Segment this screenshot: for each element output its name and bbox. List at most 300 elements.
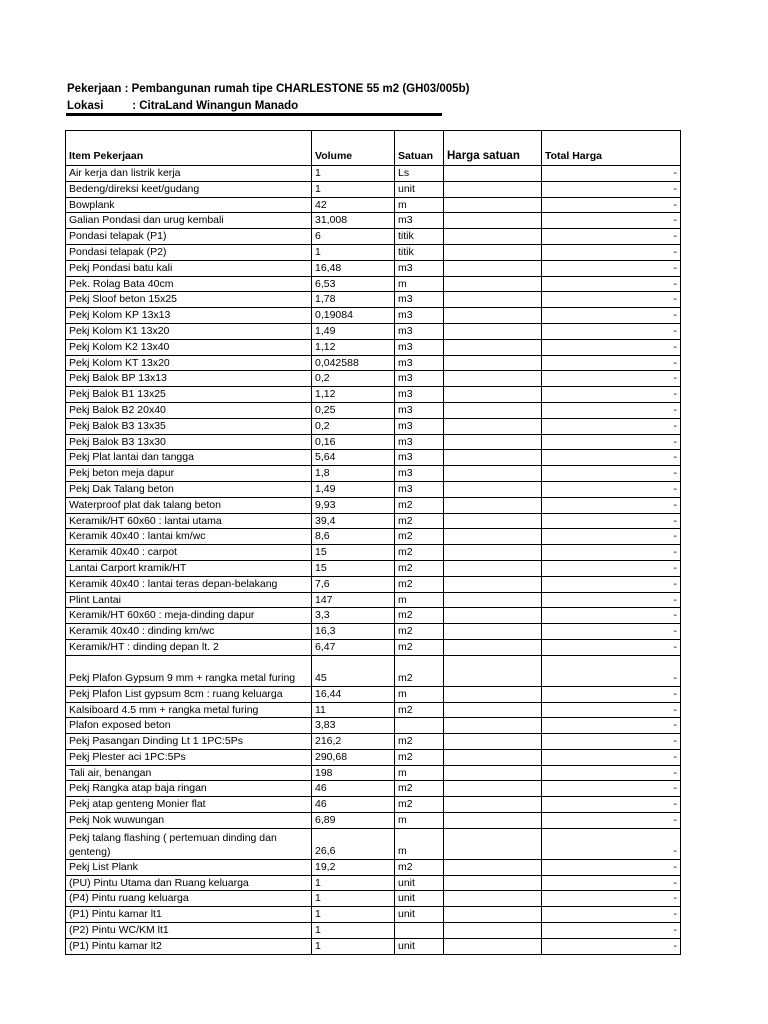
cell-item: Tali air, benangan (66, 765, 312, 781)
cell-unit-price (444, 797, 542, 813)
table-row (66, 813, 681, 829)
cell-unit: m3 (395, 466, 444, 482)
cell-volume: 3,83 (312, 718, 395, 734)
cell-unit-price (444, 702, 542, 718)
cell-unit: m2 (395, 497, 444, 513)
table-row (66, 418, 681, 434)
table-row (66, 402, 681, 418)
cell-volume: 1 (312, 181, 395, 197)
cell-total-price: - (542, 402, 681, 418)
cell-volume: 16,48 (312, 260, 395, 276)
cell-unit: m3 (395, 434, 444, 450)
cell-unit-price (444, 339, 542, 355)
cell-unit: m3 (395, 308, 444, 324)
cell-volume: 0,2 (312, 418, 395, 434)
table-row (66, 875, 681, 891)
cell-item: Pekj Sloof beton 15x25 (66, 292, 312, 308)
cell-unit-price (444, 608, 542, 624)
cell-total-price: - (542, 292, 681, 308)
cell-total-price: - (542, 166, 681, 182)
cell-item: (PU) Pintu Utama dan Ruang keluarga (66, 875, 312, 891)
cell-item: Keramik/HT 60x60 : meja-dinding dapur (66, 608, 312, 624)
cell-volume: 3,3 (312, 608, 395, 624)
cell-unit-price (444, 765, 542, 781)
cell-total-price: - (542, 718, 681, 734)
cell-unit: m3 (395, 450, 444, 466)
cell-unit: m2 (395, 513, 444, 529)
cell-total-price: - (542, 181, 681, 197)
table-row (66, 592, 681, 608)
cell-item: Pekj Balok B1 13x25 (66, 387, 312, 403)
table-row (66, 213, 681, 229)
header-underline (66, 113, 442, 116)
table-row (66, 355, 681, 371)
cell-item: Pekj Balok B2 20x40 (66, 402, 312, 418)
cell-unit-price (444, 260, 542, 276)
cell-total-price: - (542, 655, 681, 686)
cell-total-price: - (542, 323, 681, 339)
cell-unit-price (444, 734, 542, 750)
cell-unit: unit (395, 875, 444, 891)
project-separator: : (124, 83, 132, 95)
cell-unit: m (395, 813, 444, 829)
cell-unit: m (395, 276, 444, 292)
table-row (66, 371, 681, 387)
cell-unit-price (444, 655, 542, 686)
cell-volume: 42 (312, 197, 395, 213)
project-label: Pekerjaan (67, 83, 122, 95)
cell-unit: m2 (395, 560, 444, 576)
cell-item: Bowplank (66, 197, 312, 213)
cell-item: Pekj Kolom K1 13x20 (66, 323, 312, 339)
cell-unit: m3 (395, 418, 444, 434)
cell-unit: m2 (395, 702, 444, 718)
table-row (66, 797, 681, 813)
cell-unit: m2 (395, 576, 444, 592)
table-row (66, 828, 681, 859)
cell-unit-price (444, 828, 542, 859)
cell-unit-price (444, 355, 542, 371)
cell-item: Pekj talang flashing ( pertemuan dinding dan genteng) (66, 828, 312, 859)
cell-unit-price (444, 466, 542, 482)
cell-item: Keramik 40x40 : dinding km/wc (66, 624, 312, 640)
cell-unit: m2 (395, 859, 444, 875)
cell-unit: m2 (395, 639, 444, 655)
cell-volume: 147 (312, 592, 395, 608)
cell-item: Galian Pondasi dan urug kembali (66, 213, 312, 229)
cell-unit-price (444, 276, 542, 292)
cell-item: Keramik/HT 60x60 : lantai utama (66, 513, 312, 529)
cell-unit-price (444, 718, 542, 734)
table-row (66, 560, 681, 576)
table-row (66, 387, 681, 403)
cell-volume: 6,47 (312, 639, 395, 655)
cell-item: Air kerja dan listrik kerja (66, 166, 312, 182)
cell-total-price: - (542, 813, 681, 829)
cell-total-price: - (542, 923, 681, 939)
table-row (66, 891, 681, 907)
table-row (66, 655, 681, 686)
table-row (66, 323, 681, 339)
cell-volume: 5,64 (312, 450, 395, 466)
cell-volume: 1 (312, 166, 395, 182)
cell-volume: 46 (312, 797, 395, 813)
cell-volume: 46 (312, 781, 395, 797)
cell-item: Pekj List Plank (66, 859, 312, 875)
cell-volume: 0,042588 (312, 355, 395, 371)
cell-unit: m2 (395, 608, 444, 624)
table-row (66, 765, 681, 781)
table-body (66, 166, 681, 955)
table-row (66, 166, 681, 182)
cell-unit: m3 (395, 339, 444, 355)
cell-item: Plafon exposed beton (66, 718, 312, 734)
cell-volume: 16,44 (312, 686, 395, 702)
table-row (66, 244, 681, 260)
cell-unit: m (395, 592, 444, 608)
cell-total-price: - (542, 418, 681, 434)
cell-unit-price (444, 891, 542, 907)
cell-volume: 7,6 (312, 576, 395, 592)
cell-volume: 26,6 (312, 828, 395, 859)
cell-item: Pekj Kolom KT 13x20 (66, 355, 312, 371)
cell-unit-price (444, 923, 542, 939)
cell-unit: m3 (395, 213, 444, 229)
cell-total-price: - (542, 481, 681, 497)
table-header-row (66, 131, 681, 166)
cell-volume: 1,12 (312, 387, 395, 403)
col-header-unit-price: Harga satuan (444, 131, 542, 166)
cell-total-price: - (542, 907, 681, 923)
cell-item: Pekj Balok BP 13x13 (66, 371, 312, 387)
cell-unit-price (444, 576, 542, 592)
cell-total-price: - (542, 213, 681, 229)
table-row (66, 624, 681, 640)
cell-unit-price (444, 560, 542, 576)
cell-volume: 45 (312, 655, 395, 686)
location-label: Lokasi (67, 100, 104, 112)
project-line (67, 81, 487, 98)
cell-unit-price (444, 497, 542, 513)
cell-item: Pekj Balok B3 13x35 (66, 418, 312, 434)
cell-unit-price (444, 387, 542, 403)
cell-total-price: - (542, 828, 681, 859)
cell-unit-price (444, 434, 542, 450)
location-separator: : (132, 100, 140, 112)
cell-unit: unit (395, 181, 444, 197)
cell-item: Pekj beton meja dapur (66, 466, 312, 482)
cell-volume: 8,6 (312, 529, 395, 545)
cell-item: Kalsiboard 4.5 mm + rangka metal furing (66, 702, 312, 718)
table-row (66, 181, 681, 197)
table-row (66, 292, 681, 308)
cell-total-price: - (542, 529, 681, 545)
cell-unit-price (444, 402, 542, 418)
cell-unit-price (444, 592, 542, 608)
cell-unit: m3 (395, 292, 444, 308)
cell-unit: titik (395, 244, 444, 260)
cell-item: (P2) Pintu WC/KM lt1 (66, 923, 312, 939)
cell-item: Pondasi telapak (P2) (66, 244, 312, 260)
cell-item: Pekj Plester aci 1PC:5Ps (66, 749, 312, 765)
cell-unit-price (444, 639, 542, 655)
table-row (66, 781, 681, 797)
cell-unit: m2 (395, 749, 444, 765)
col-header-volume: Volume (312, 131, 395, 166)
table-row (66, 481, 681, 497)
table-row (66, 260, 681, 276)
cell-unit-price (444, 181, 542, 197)
cell-unit-price (444, 749, 542, 765)
cell-item: Pekj Balok B3 13x30 (66, 434, 312, 450)
col-header-item: Item Pekerjaan (66, 131, 312, 166)
cell-unit: unit (395, 938, 444, 954)
cell-unit-price (444, 481, 542, 497)
cell-total-price: - (542, 592, 681, 608)
table-row (66, 339, 681, 355)
cell-volume: 0,16 (312, 434, 395, 450)
cell-unit-price (444, 529, 542, 545)
cell-item: Pekj Dak Talang beton (66, 481, 312, 497)
cell-volume: 1,8 (312, 466, 395, 482)
cell-unit-price (444, 686, 542, 702)
cell-volume: 1,78 (312, 292, 395, 308)
cell-unit-price (444, 624, 542, 640)
cell-unit-price (444, 371, 542, 387)
cell-total-price: - (542, 339, 681, 355)
table-row (66, 686, 681, 702)
cell-unit-price (444, 213, 542, 229)
cell-item: Keramik 40x40 : lantai teras depan-belakang (66, 576, 312, 592)
cell-total-price: - (542, 545, 681, 561)
cell-volume: 15 (312, 560, 395, 576)
cell-unit: m2 (395, 529, 444, 545)
project-value: Pembangunan rumah tipe CHARLESTONE 55 m2 (GH03/005b) (131, 83, 470, 95)
cell-item: Pekj Plafon List gypsum 8cm : ruang keluarga (66, 686, 312, 702)
cell-unit-price (444, 229, 542, 245)
cell-unit-price (444, 197, 542, 213)
table-row (66, 308, 681, 324)
cell-total-price: - (542, 797, 681, 813)
table-row (66, 907, 681, 923)
cell-unit-price (444, 166, 542, 182)
cell-item: Pekj Kolom K2 13x40 (66, 339, 312, 355)
table-row (66, 749, 681, 765)
cell-total-price: - (542, 371, 681, 387)
cell-volume: 198 (312, 765, 395, 781)
table-row (66, 434, 681, 450)
table-row (66, 859, 681, 875)
cell-unit-price (444, 323, 542, 339)
cell-item: Keramik 40x40 : carpot (66, 545, 312, 561)
cell-item: Keramik 40x40 : lantai km/wc (66, 529, 312, 545)
cell-volume: 1 (312, 244, 395, 260)
cell-unit-price (444, 450, 542, 466)
cell-item: (P1) Pintu kamar lt2 (66, 938, 312, 954)
cell-unit: m2 (395, 624, 444, 640)
cell-total-price: - (542, 702, 681, 718)
cell-unit: m2 (395, 545, 444, 561)
cell-total-price: - (542, 639, 681, 655)
cell-unit: Ls (395, 166, 444, 182)
document-header (67, 81, 487, 115)
cell-unit: m3 (395, 323, 444, 339)
table-row (66, 513, 681, 529)
cell-total-price: - (542, 260, 681, 276)
cell-volume: 1,49 (312, 481, 395, 497)
cell-unit-price (444, 781, 542, 797)
cell-volume: 15 (312, 545, 395, 561)
col-header-total-price: Total Harga (542, 131, 681, 166)
cell-volume: 39,4 (312, 513, 395, 529)
cell-volume: 9,93 (312, 497, 395, 513)
cell-total-price: - (542, 608, 681, 624)
cell-volume: 6,53 (312, 276, 395, 292)
cell-item: Pekj atap genteng Monier flat (66, 797, 312, 813)
cell-total-price: - (542, 576, 681, 592)
cell-total-price: - (542, 875, 681, 891)
table-row (66, 229, 681, 245)
cell-unit-price (444, 308, 542, 324)
cell-volume: 0,25 (312, 402, 395, 418)
table-row (66, 276, 681, 292)
cell-total-price: - (542, 749, 681, 765)
cell-total-price: - (542, 434, 681, 450)
cell-total-price: - (542, 938, 681, 954)
cell-total-price: - (542, 276, 681, 292)
cell-total-price: - (542, 229, 681, 245)
cell-item: Bedeng/direksi keet/gudang (66, 181, 312, 197)
col-header-unit: Satuan (395, 131, 444, 166)
cell-unit: m (395, 197, 444, 213)
cell-unit: m3 (395, 371, 444, 387)
cell-item: Pekj Plat lantai dan tangga (66, 450, 312, 466)
cell-total-price: - (542, 308, 681, 324)
cell-volume: 0,2 (312, 371, 395, 387)
cell-unit-price (444, 244, 542, 260)
cell-unit: m3 (395, 260, 444, 276)
table-row (66, 639, 681, 655)
cell-unit-price (444, 545, 542, 561)
cell-unit-price (444, 907, 542, 923)
cell-total-price: - (542, 734, 681, 750)
cell-item: Pekj Pasangan Dinding Lt 1 1PC:5Ps (66, 734, 312, 750)
table-row (66, 450, 681, 466)
cell-unit (395, 718, 444, 734)
cell-total-price: - (542, 497, 681, 513)
cell-unit: titik (395, 229, 444, 245)
cell-total-price: - (542, 466, 681, 482)
cell-unit: m2 (395, 797, 444, 813)
table-row (66, 529, 681, 545)
cost-estimate-table (65, 130, 681, 955)
cell-unit-price (444, 513, 542, 529)
cell-volume: 6,89 (312, 813, 395, 829)
cell-unit: m3 (395, 387, 444, 403)
cell-total-price: - (542, 686, 681, 702)
cell-unit: m2 (395, 655, 444, 686)
cell-unit: m3 (395, 402, 444, 418)
table-row (66, 734, 681, 750)
cell-total-price: - (542, 781, 681, 797)
cell-unit: m (395, 765, 444, 781)
cell-total-price: - (542, 765, 681, 781)
cell-total-price: - (542, 513, 681, 529)
cell-volume: 16,3 (312, 624, 395, 640)
cell-unit (395, 923, 444, 939)
cell-item: Pekj Nok wuwungan (66, 813, 312, 829)
table-row (66, 545, 681, 561)
cell-volume: 1 (312, 907, 395, 923)
cell-total-price: - (542, 244, 681, 260)
table-row (66, 497, 681, 513)
table-row (66, 718, 681, 734)
cell-total-price: - (542, 624, 681, 640)
cell-unit: m (395, 686, 444, 702)
cell-volume: 290,68 (312, 749, 395, 765)
cell-unit: m3 (395, 481, 444, 497)
cell-volume: 0,19084 (312, 308, 395, 324)
cell-item: Pekj Kolom KP 13x13 (66, 308, 312, 324)
cell-item: (P4) Pintu ruang keluarga (66, 891, 312, 907)
cell-total-price: - (542, 387, 681, 403)
cell-unit-price (444, 859, 542, 875)
cell-item: Lantai Carport kramik/HT (66, 560, 312, 576)
cell-volume: 1 (312, 891, 395, 907)
cell-unit: m3 (395, 355, 444, 371)
cell-item: Plint Lantai (66, 592, 312, 608)
cell-item: Pondasi telapak (P1) (66, 229, 312, 245)
table-row (66, 576, 681, 592)
cell-total-price: - (542, 197, 681, 213)
table-row (66, 923, 681, 939)
cell-unit-price (444, 292, 542, 308)
cell-volume: 216,2 (312, 734, 395, 750)
cell-total-price: - (542, 859, 681, 875)
cell-volume: 1 (312, 938, 395, 954)
cell-item: (P1) Pintu kamar lt1 (66, 907, 312, 923)
cell-item: Pekj Plafon Gypsum 9 mm + rangka metal furing (66, 655, 312, 686)
cell-volume: 1,12 (312, 339, 395, 355)
cell-total-price: - (542, 450, 681, 466)
cell-item: Pekj Rangka atap baja ringan (66, 781, 312, 797)
cell-volume: 31,008 (312, 213, 395, 229)
cell-unit: m2 (395, 734, 444, 750)
cell-unit: unit (395, 891, 444, 907)
cell-volume: 1 (312, 875, 395, 891)
cell-total-price: - (542, 560, 681, 576)
cell-item: Pekj Pondasi batu kali (66, 260, 312, 276)
cell-unit: m2 (395, 781, 444, 797)
cell-unit-price (444, 938, 542, 954)
cell-unit: unit (395, 907, 444, 923)
cell-volume: 1 (312, 923, 395, 939)
table-row (66, 608, 681, 624)
table-row (66, 197, 681, 213)
table-row (66, 702, 681, 718)
location-value: CitraLand Winangun Manado (139, 100, 299, 112)
cell-unit-price (444, 875, 542, 891)
table-row (66, 938, 681, 954)
cell-item: Waterproof plat dak talang beton (66, 497, 312, 513)
cell-volume: 19,2 (312, 859, 395, 875)
table-row (66, 466, 681, 482)
cell-total-price: - (542, 355, 681, 371)
cell-unit: m (395, 828, 444, 859)
cell-unit-price (444, 813, 542, 829)
cell-total-price: - (542, 891, 681, 907)
cell-volume: 1,49 (312, 323, 395, 339)
